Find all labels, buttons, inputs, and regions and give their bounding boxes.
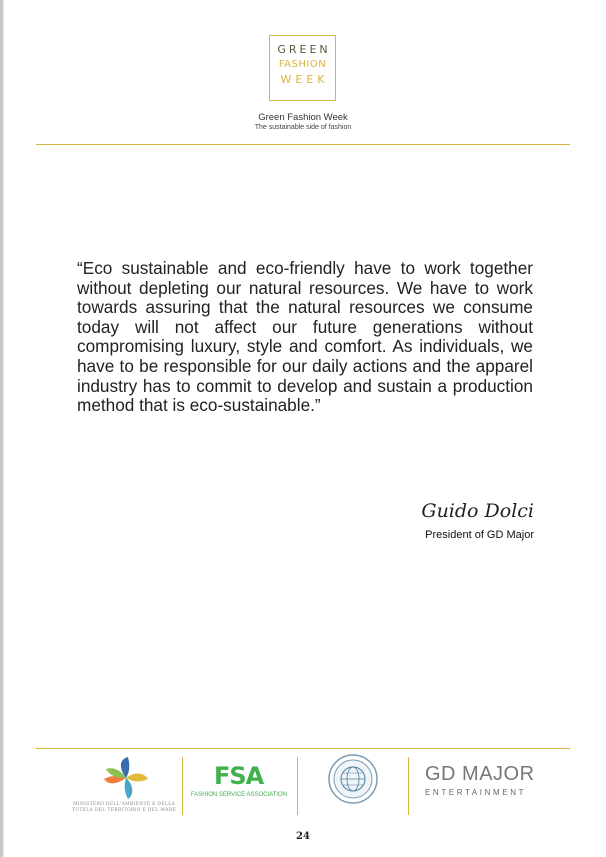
sponsor-divider	[182, 757, 183, 815]
quote-text: “Eco sustainable and eco-friendly have to work together without depleting our natural resources. We have to work towards assuring that the natural resources we consume today will not affect our future generations without compromising luxury, style and comfort. As individuals, we have to be responsible for our daily actions and the apparel industry has to commit to develop and sustain a production method that is eco-sustainable.”	[77, 258, 533, 416]
org-tagline: The sustainable side of fashion	[254, 124, 352, 131]
star-logo-icon	[100, 755, 152, 801]
sponsor-divider	[408, 757, 409, 815]
ministry-caption: MINISTERO DELL'AMBIENTE E DELLA TUTELA DEL TERRITORIO E DEL MARE	[71, 802, 177, 813]
logo-line-3: WEEK	[280, 73, 329, 86]
sponsor-divider	[297, 757, 298, 815]
green-fashion-week-logo	[269, 35, 336, 101]
logo-line-1: GREEN	[277, 43, 331, 56]
footer-rule	[36, 748, 570, 749]
gd-major-logo: GD MAJOR	[425, 763, 535, 785]
gd-major-subtitle: ENTERTAINMENT	[425, 788, 527, 797]
page-number: 24	[296, 831, 310, 842]
logo-line-2: FASHION	[278, 59, 327, 70]
org-name: Green Fashion Week	[258, 112, 348, 123]
fsa-caption: FASHION SERVICE ASSOCIATION	[190, 792, 288, 798]
globe-seal-icon	[327, 753, 379, 805]
author-title: President of GD Major	[425, 529, 534, 541]
header-rule	[36, 144, 570, 145]
signature: Guido Dolci	[421, 500, 534, 522]
fsa-logo: FSA	[214, 762, 264, 790]
